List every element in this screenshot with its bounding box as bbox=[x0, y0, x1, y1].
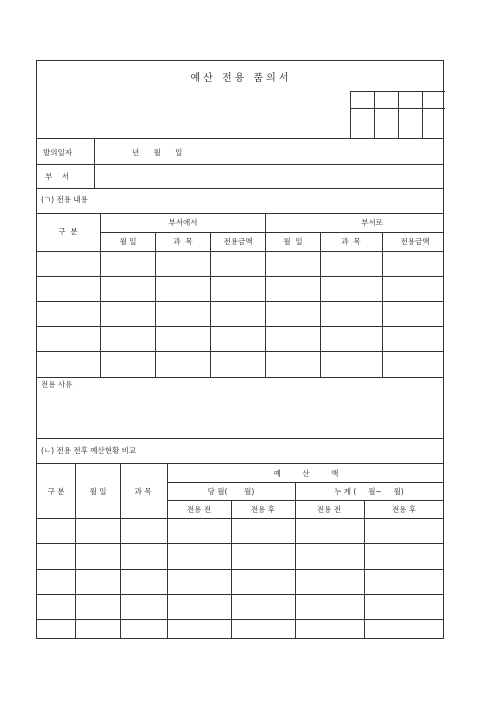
section2-title: (ㄴ) 전용 전후 예산현황 비교 bbox=[41, 446, 137, 455]
request-date-label: 발의일자 bbox=[43, 148, 72, 157]
divider bbox=[265, 213, 266, 377]
divider bbox=[155, 232, 156, 377]
section1-subheader: 전용금액 bbox=[400, 237, 430, 246]
section1-subheader: 과 목 bbox=[173, 237, 193, 246]
divider bbox=[100, 232, 443, 233]
approval-title-cell bbox=[422, 91, 445, 108]
table-row bbox=[37, 619, 443, 620]
section2-month-day-header: 월 일 bbox=[89, 487, 107, 496]
reason-field[interactable] bbox=[41, 393, 439, 435]
approval-sign-cell[interactable] bbox=[374, 108, 398, 138]
section1-division-header: 구 분 bbox=[58, 227, 78, 236]
section2-subheader: 전용 후 bbox=[250, 505, 276, 514]
budget-amount-header: 예 산 액 bbox=[273, 469, 339, 478]
table-row bbox=[37, 569, 443, 570]
divider bbox=[210, 232, 211, 377]
table-row bbox=[37, 543, 443, 544]
department-label: 부 서 bbox=[45, 172, 70, 181]
to-department-header: 부서로 bbox=[361, 218, 383, 227]
divider bbox=[75, 463, 76, 639]
section1-subheader: 과 목 bbox=[341, 237, 361, 246]
divider bbox=[120, 463, 121, 639]
approval-sign-cell[interactable] bbox=[422, 108, 445, 138]
approval-sign-cell[interactable] bbox=[350, 108, 374, 138]
cumulative-header: 누 계 ( 월~ 월) bbox=[334, 487, 404, 496]
section2-subheader: 전용 후 bbox=[391, 505, 417, 514]
divider bbox=[100, 213, 101, 377]
divider bbox=[37, 438, 443, 439]
divider bbox=[167, 463, 168, 639]
divider bbox=[231, 500, 232, 639]
budget-transfer-form bbox=[36, 60, 444, 639]
divider bbox=[295, 482, 296, 639]
section1-subheader: 월 일 bbox=[119, 237, 137, 246]
approval-title-cell bbox=[398, 91, 422, 108]
table-row bbox=[37, 594, 443, 595]
section1-title: (ㄱ) 전용 내용 bbox=[41, 195, 88, 204]
divider bbox=[382, 232, 383, 377]
divider bbox=[364, 500, 365, 639]
approval-title-cell bbox=[374, 91, 398, 108]
approval-box-grid bbox=[350, 91, 445, 138]
section2-division-header: 구 분 bbox=[47, 487, 65, 496]
form-title: 예산 전용 품의서 bbox=[190, 73, 292, 84]
approval-sign-cell[interactable] bbox=[398, 108, 422, 138]
divider bbox=[167, 500, 443, 501]
divider bbox=[37, 138, 443, 139]
section2-subject-header: 과 목 bbox=[134, 487, 152, 496]
reason-label: 전용 사유 bbox=[41, 380, 73, 389]
divider bbox=[37, 164, 443, 165]
divider bbox=[37, 377, 443, 378]
divider bbox=[37, 213, 443, 214]
request-date-field[interactable]: 년 월 일 bbox=[132, 148, 183, 157]
divider bbox=[37, 188, 443, 189]
section1-subheader: 전용금액 bbox=[223, 237, 253, 246]
table-row bbox=[37, 518, 443, 519]
divider bbox=[37, 463, 443, 464]
department-field[interactable] bbox=[97, 166, 441, 186]
section2-subheader: 전용 전 bbox=[186, 505, 212, 514]
current-month-header: 당 월( 월) bbox=[207, 487, 255, 496]
section1-subheader: 월 일 bbox=[283, 237, 303, 246]
divider bbox=[167, 482, 443, 483]
section2-subheader: 전용 전 bbox=[316, 505, 342, 514]
divider bbox=[320, 232, 321, 377]
approval-title-cell bbox=[350, 91, 374, 108]
from-department-header: 부서에서 bbox=[168, 218, 198, 227]
divider bbox=[94, 138, 95, 188]
